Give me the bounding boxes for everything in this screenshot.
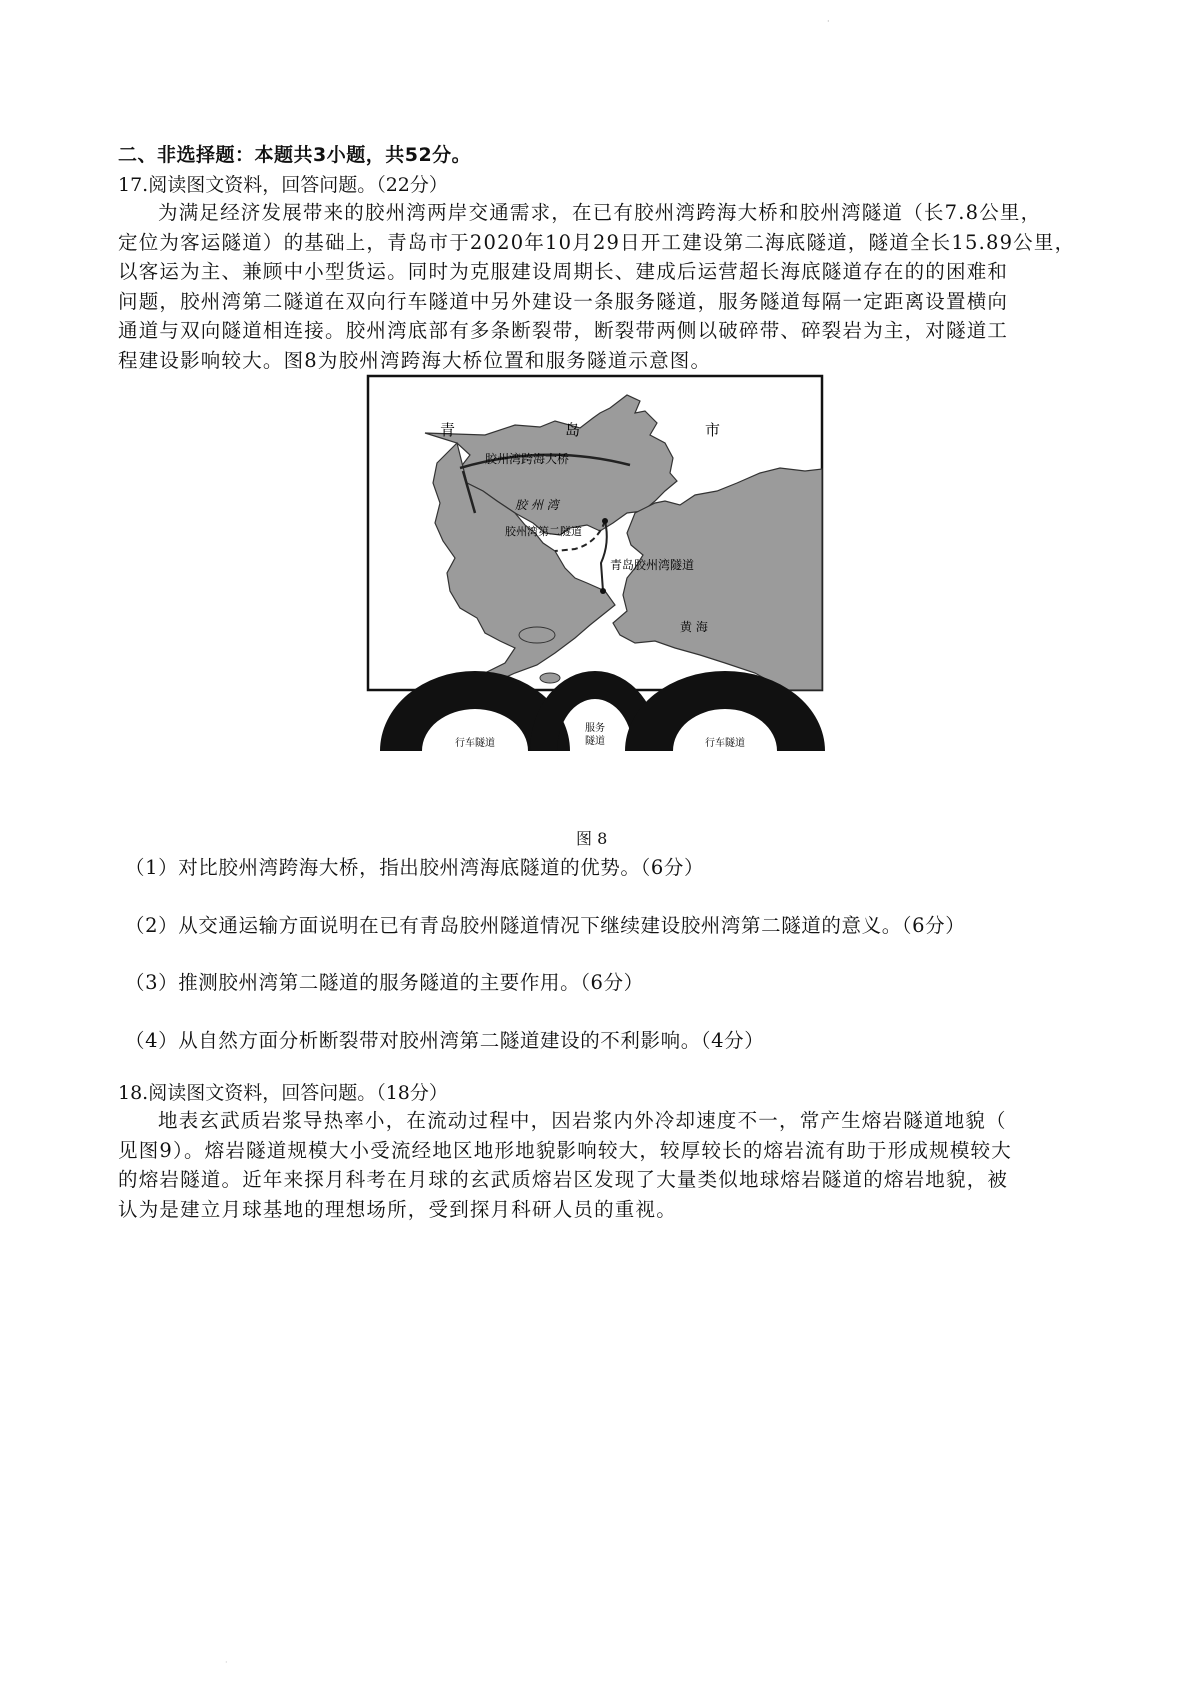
label-service-1: 服务 <box>585 723 605 734</box>
section-title: 二、非选择题：本题共3小题，共52分。 <box>118 144 472 166</box>
passage-line: 通道与双向隧道相连接。胶州湾底部有多条断裂带，断裂带两侧以破碎带、碎裂岩为主，对隧道工 <box>118 319 1009 342</box>
question-17-heading: 17.阅读图文资料，回答问题。（22分） <box>118 174 448 196</box>
question-18-heading: 18.阅读图文资料，回答问题。（18分） <box>118 1082 448 1104</box>
label-yellow-sea: 黄 海 <box>680 620 708 634</box>
passage-line: 地表玄武质岩浆导热率小，在流动过程中，因岩浆内外冷却速度不一，常产生熔岩隧道地貌（ <box>158 1109 1007 1132</box>
passage-line: 的熔岩隧道。近年来探月科考在月球的玄武质熔岩区发现了大量类似地球熔岩隧道的熔岩地貌，被 <box>118 1168 1009 1191</box>
sub-question-1: （1）对比胶州湾跨海大桥，指出胶州湾海底隧道的优势。（6分） <box>125 856 705 879</box>
question-18-passage <box>118 1106 1118 1224</box>
sub-question-3: （3）推测胶州湾第二隧道的服务隧道的主要作用。（6分） <box>125 971 644 994</box>
tunnel-end-point <box>602 518 608 524</box>
label-qd-tunnel: 青岛胶州湾隧道 <box>610 558 695 572</box>
sub-question-4: （4）从自然方面分析断裂带对胶州湾第二隧道建设的不利影响。（4分） <box>125 1029 765 1052</box>
label-left-tunnel: 行车隧道 <box>455 738 495 749</box>
passage-line: 为满足经济发展带来的胶州湾两岸交通需求，在已有胶州湾跨海大桥和胶州湾隧道（长7.8公里， <box>158 201 1042 224</box>
passage-line: 定位为客运隧道）的基础上，青岛市于2020年10月29日开工建设第二海底隧道，隧道全长15.89公里， <box>118 230 1076 254</box>
sub-question-2: （2）从交通运输方面说明在已有青岛胶州隧道情况下继续建设胶州湾第二隧道的意义。（6分） <box>125 914 966 937</box>
label-dao: 岛 <box>565 421 581 439</box>
passage-line: 程建设影响较大。图8为胶州湾跨海大桥位置和服务隧道示意图。 <box>118 348 712 372</box>
figure-8-caption: 图 8 <box>576 829 608 848</box>
figure-8-map-and-tunnel-diagram <box>365 373 825 793</box>
label-bridge: 胶州湾跨海大桥 <box>485 452 570 466</box>
passage-line: 见图9）。熔岩隧道规模大小受流经地区地形地貌影响较大，较厚较长的熔岩流有助于形成规模较大 <box>118 1138 1012 1162</box>
passage-line: 认为是建立月球基地的理想场所，受到探月科研人员的重视。 <box>118 1197 677 1221</box>
label-shi: 市 <box>705 421 721 439</box>
passage-line: 问题，胶州湾第二隧道在双向行车隧道中另外建设一条服务隧道，服务隧道每隔一定距离设置横向 <box>118 289 1009 313</box>
label-right-tunnel: 行车隧道 <box>705 738 745 749</box>
island <box>519 627 555 643</box>
question-17-passage <box>118 198 1118 375</box>
passage-line: 以客运为主、兼顾中小型货运。同时为克服建设周期长、建成后运营超长海底隧道存在的的困难和 <box>118 260 1009 283</box>
scan-speck: · <box>827 17 830 26</box>
label-second-tunnel: 胶州湾第二隧道 <box>505 525 582 538</box>
label-service-2: 隧道 <box>585 736 605 747</box>
island <box>540 673 560 683</box>
scan-speck: · <box>225 1658 228 1667</box>
label-bay: 胶 州 湾 <box>515 498 559 512</box>
label-qing: 青 <box>440 421 456 439</box>
tunnel-end-point <box>600 588 606 594</box>
